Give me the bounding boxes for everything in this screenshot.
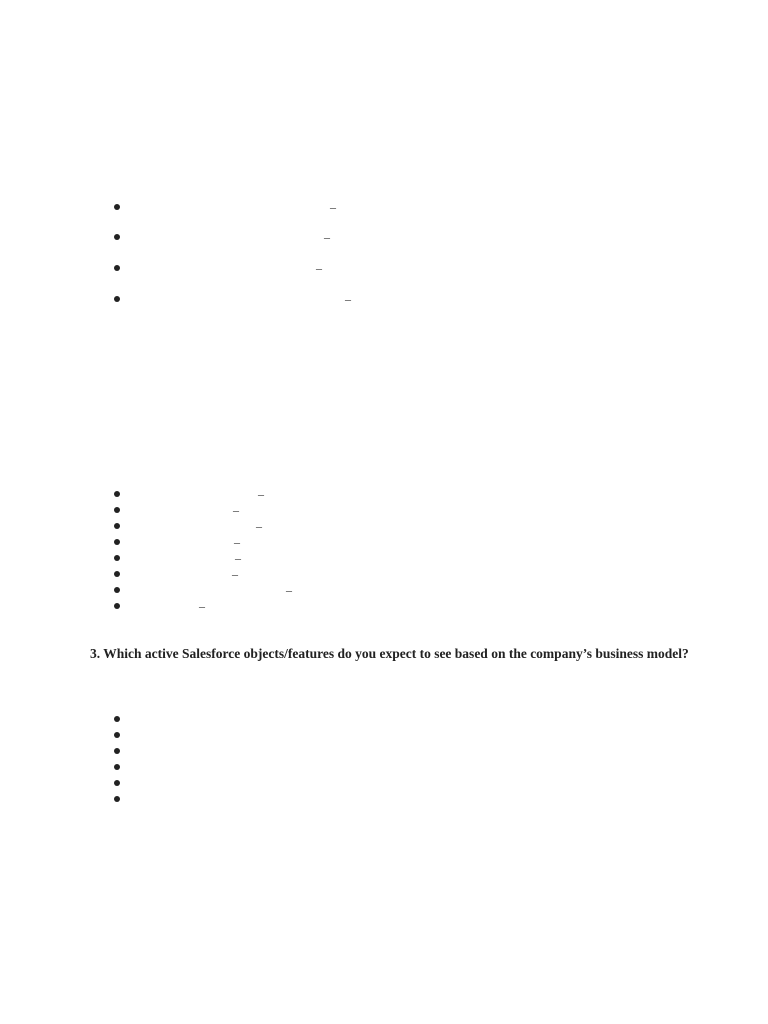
dash-separator: – bbox=[256, 519, 262, 533]
list-item bbox=[0, 759, 700, 775]
bullet-icon bbox=[114, 234, 120, 240]
bullet-icon bbox=[114, 571, 120, 577]
list-item bbox=[0, 711, 700, 727]
dash-separator: – bbox=[235, 551, 241, 565]
bullet-icon bbox=[114, 204, 120, 210]
dash-separator: – bbox=[232, 567, 238, 581]
bullet-icon bbox=[114, 523, 120, 529]
list-item bbox=[0, 260, 700, 276]
list-item bbox=[0, 775, 700, 791]
bullet-icon bbox=[114, 780, 120, 786]
bullet-icon bbox=[114, 555, 120, 561]
bullet-icon bbox=[114, 796, 120, 802]
list-item bbox=[0, 502, 700, 518]
list-item bbox=[0, 598, 700, 614]
bullet-icon bbox=[114, 603, 120, 609]
bullet-icon bbox=[114, 748, 120, 754]
bullet-icon bbox=[114, 296, 120, 302]
list-item bbox=[0, 534, 700, 550]
list-item bbox=[0, 291, 700, 307]
list-item bbox=[0, 791, 700, 807]
bullet-icon bbox=[114, 507, 120, 513]
bullet-icon bbox=[114, 764, 120, 770]
dash-separator: – bbox=[286, 583, 292, 597]
bullet-icon bbox=[114, 265, 120, 271]
question-heading: 3. Which active Salesforce objects/features do you expect to see based on the company’s business model? bbox=[90, 646, 689, 661]
bullet-icon bbox=[114, 587, 120, 593]
list-item bbox=[0, 566, 700, 582]
list-item bbox=[0, 743, 700, 759]
bullet-icon bbox=[114, 732, 120, 738]
dash-separator: – bbox=[258, 487, 264, 501]
list-item bbox=[0, 550, 700, 566]
dash-separator: – bbox=[324, 230, 330, 244]
list-item bbox=[0, 582, 700, 598]
list-item bbox=[0, 199, 700, 215]
dash-separator: – bbox=[345, 292, 351, 306]
bullet-icon bbox=[114, 539, 120, 545]
bullet-icon bbox=[114, 716, 120, 722]
list-item bbox=[0, 486, 700, 502]
dash-separator: – bbox=[316, 261, 322, 275]
list-item bbox=[0, 727, 700, 743]
dash-separator: – bbox=[330, 200, 336, 214]
bullet-icon bbox=[114, 491, 120, 497]
list-item bbox=[0, 518, 700, 534]
dash-separator: – bbox=[233, 503, 239, 517]
list-item bbox=[0, 229, 700, 245]
dash-separator: – bbox=[199, 599, 205, 613]
dash-separator: – bbox=[234, 535, 240, 549]
